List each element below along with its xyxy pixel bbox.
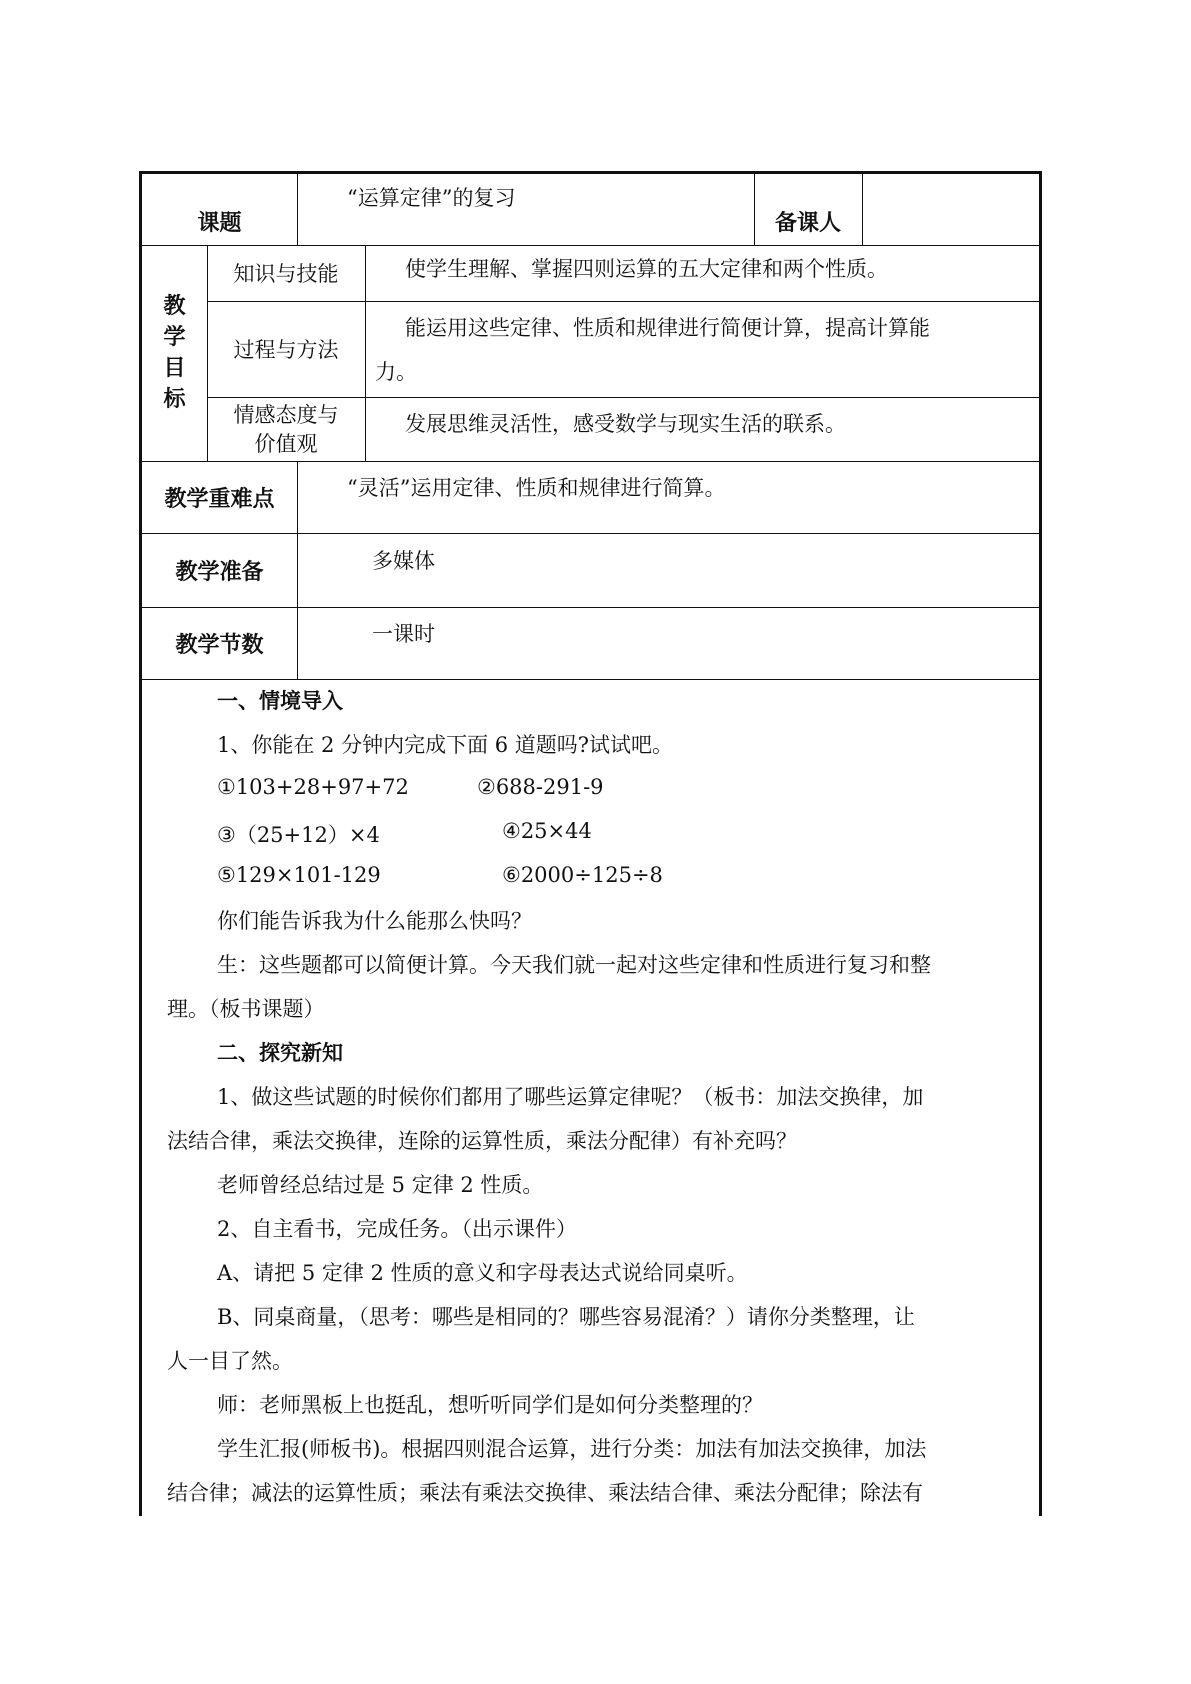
paragraph: 1、你能在 2 分钟内完成下面 6 道题吗?试试吧。	[217, 733, 674, 757]
paragraph: 师：老师黑板上也挺乱，想听听同学们是如何分类整理的？	[217, 1393, 763, 1417]
paragraph: A、请把 5 定律 2 性质的意义和字母表达式说给同桌听。	[217, 1261, 748, 1285]
periods-value: 一课时	[372, 622, 435, 646]
preparation-value: 多媒体	[372, 549, 435, 573]
equation-5: ⑤129×101-129	[217, 863, 381, 887]
column-divider	[297, 174, 298, 245]
key-points-label: 教学重难点	[164, 485, 275, 512]
topic-value: “运算定律”的复习	[347, 186, 516, 210]
objective-label-knowledge: 知识与技能	[233, 262, 339, 286]
objective-label-attitude	[207, 397, 365, 461]
objective-label-process: 过程与方法	[233, 338, 339, 362]
objective-text-attitude: 发展思维灵活性，感受数学与现实生活的联系。	[405, 412, 846, 436]
equation-3: ③（25+12）×4	[217, 823, 380, 847]
equation-2: ②688-291-9	[477, 775, 604, 799]
column-divider	[365, 245, 366, 461]
objective-text-knowledge: 使学生理解、掌握四则运算的五大定律和两个性质。	[405, 257, 888, 281]
column-divider	[297, 461, 298, 679]
equation-6: ⑥2000÷125÷8	[502, 863, 663, 887]
lesson-body	[157, 679, 1032, 1519]
periods-label: 教学节数	[175, 631, 264, 658]
paragraph: 法结合律，乘法交换律，连除的运算性质，乘法分配律）有补充吗？	[167, 1129, 797, 1153]
objective-label-attitude-line2: 价值观	[254, 432, 318, 456]
objective-label-attitude-line1: 情感态度与	[233, 403, 339, 427]
preparer-label: 备课人	[774, 210, 841, 236]
paragraph: 人一目了然。	[167, 1349, 293, 1373]
lesson-plan-table	[139, 171, 1042, 1516]
column-divider	[862, 174, 863, 245]
paragraph: B、同桌商量，（思考：哪些是相同的？哪些容易混淆？）请你分类整理，让	[217, 1305, 915, 1329]
objectives-label	[142, 245, 207, 461]
paragraph: 生：这些题都可以简便计算。今天我们就一起对这些定律和性质进行复习和整	[217, 953, 931, 977]
paragraph: 老师曾经总结过是 5 定律 2 性质。	[217, 1173, 544, 1197]
paragraph: 你们能告诉我为什么能那么快吗？	[217, 909, 532, 933]
topic-label: 课题	[197, 210, 242, 236]
paragraph: 1、做这些试题的时候你们都用了哪些运算定律呢？（板书：加法交换律，加	[217, 1085, 924, 1109]
objective-text-process-2: 力。	[375, 360, 417, 384]
equation-4: ④25×44	[502, 819, 592, 843]
equation-1: ①103+28+97+72	[217, 775, 409, 799]
objective-text-process-1: 能运用这些定律、性质和规律进行简便计算，提高计算能	[405, 316, 930, 340]
paragraph: 理。（板书课题）	[167, 997, 325, 1021]
section-2-title: 二、探究新知	[217, 1040, 343, 1065]
section-1-title: 一、情境导入	[217, 688, 343, 713]
paragraph: 学生汇报(师板书)。根据四则混合运算，进行分类：加法有加法交换律，加法	[217, 1437, 927, 1461]
paragraph: 结合律；减法的运算性质；乘法有乘法交换律、乘法结合律、乘法分配律；除法有	[167, 1481, 923, 1505]
paragraph: 2、自主看书，完成任务。（出示课件）	[217, 1217, 577, 1241]
objectives-label-text: 教学目标	[163, 293, 186, 412]
preparation-label: 教学准备	[175, 558, 264, 585]
key-points-value: “灵活”运用定律、性质和规律进行简算。	[347, 476, 726, 500]
